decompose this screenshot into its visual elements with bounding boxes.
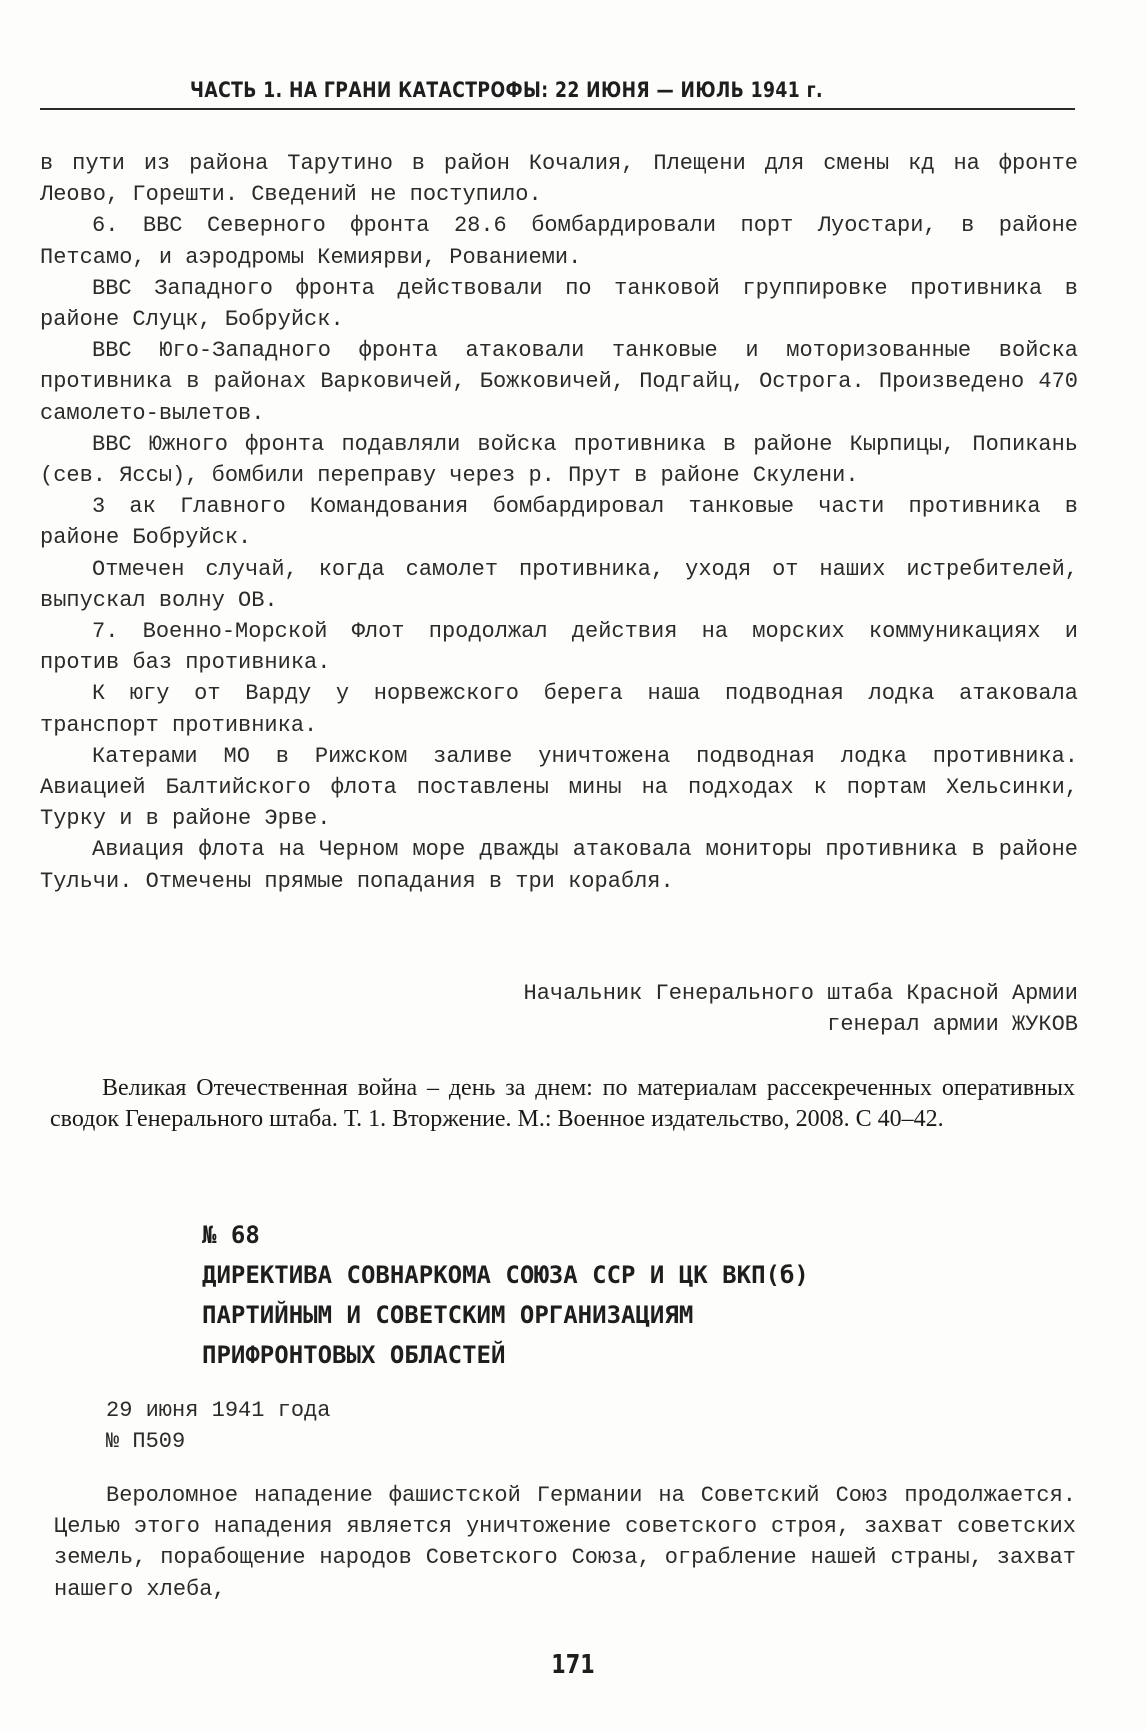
signature-block bbox=[524, 978, 1079, 1040]
report-paragraph: ВВС Южного фронта подавляли войска противника в районе Кырпицы, Попикань (сев. Яссы), бомбили переправу через р. Прут в районе Скулени. bbox=[40, 431, 1078, 489]
document-title-line: ДИРЕКТИВА СОВНАРКОМА СОЮЗА ССР И ЦК ВКП(б) bbox=[202, 1261, 809, 1289]
signature-title: Начальник Генерального штаба Красной Армии bbox=[523, 981, 1078, 1006]
report-paragraph: Авиация флота на Черном море дважды атаковала мониторы противника в районе Тульчи. Отмечены прямые попадания в три корабля. bbox=[40, 837, 1078, 894]
report-text bbox=[40, 148, 1078, 897]
document-meta bbox=[106, 1395, 330, 1457]
document-number: № 68 bbox=[202, 1221, 260, 1249]
report-paragraph: 3 ак Главного Командования бомбардировал танковые части противника в районе Бобруйск. bbox=[40, 494, 1078, 551]
report-paragraph: Катерами МО в Рижском заливе уничтожена подводная лодка противника. Авиацией Балтийского флота поставлены мины на подходах к портам Хельсинки, Турку и в районе Эрве. bbox=[40, 743, 1078, 832]
report-paragraph: в пути из района Тарутино в район Кочалия, Плещени для смены кд на фронте Леово, Горешти. Сведений не поступило. bbox=[40, 151, 1078, 208]
document-date: 29 июня 1941 года bbox=[106, 1398, 331, 1423]
signature-name: генерал армии ЖУКОВ bbox=[827, 1012, 1078, 1038]
document-body: Вероломное нападение фашистской Германии на Советский Союз продолжается. Целью этого нападения является уничтожение советского строя, захват советских земель, порабощение народов Советского Союза, ограбление нашей страны, захват нашего хлеба, bbox=[54, 1483, 1076, 1602]
page-number: 171 bbox=[551, 1650, 595, 1680]
running-header bbox=[40, 72, 1075, 110]
header-title: ЧАСТЬ 1. НА ГРАНИ КАТАСТРОФЫ: 22 ИЮНЯ — ИЮЛЬ 1941 г. bbox=[190, 78, 823, 102]
document-title-line: ПРИФРОНТОВЫХ ОБЛАСТЕЙ bbox=[202, 1341, 506, 1369]
document-title-line: ПАРТИЙНЫМ И СОВЕТСКИМ ОРГАНИЗАЦИЯМ bbox=[202, 1301, 694, 1329]
document-ref: № П509 bbox=[106, 1429, 186, 1455]
source-citation: Великая Отечественная война – день за днем: по материалам рассекреченных оперативных сводок Генерального штаба. Т. 1. Вторжение. М.: Военное издательство, 2008. С 40–42. bbox=[50, 1075, 1075, 1132]
document-heading bbox=[202, 1215, 1062, 1375]
report-paragraph: Отмечен случай, когда самолет противника, уходя от наших истребителей, выпускал волну ОВ. bbox=[40, 556, 1078, 613]
report-paragraph: ВВС Западного фронта действовали по танковой группировке противника в районе Слуцк, Бобруйск. bbox=[40, 275, 1078, 333]
report-paragraph: ВВС Юго-Западного фронта атаковали танковые и моторизованные войска противника в районах Варковичей, Божковичей, Подгайц, Острога. Произведено 470 самолето-вылетов. bbox=[40, 338, 1078, 426]
report-paragraph: К югу от Варду у норвежского берега наша подводная лодка атаковала транспорт противника. bbox=[40, 681, 1078, 738]
report-paragraph: 7. Военно-Морской Флот продолжал действия на морских коммуникациях и против баз противника. bbox=[40, 619, 1078, 676]
report-paragraph: 6. ВВС Северного фронта 28.6 бомбардировали порт Луостари, в районе Петсамо, и аэродромы Кемиярви, Рованиеми. bbox=[40, 213, 1078, 270]
